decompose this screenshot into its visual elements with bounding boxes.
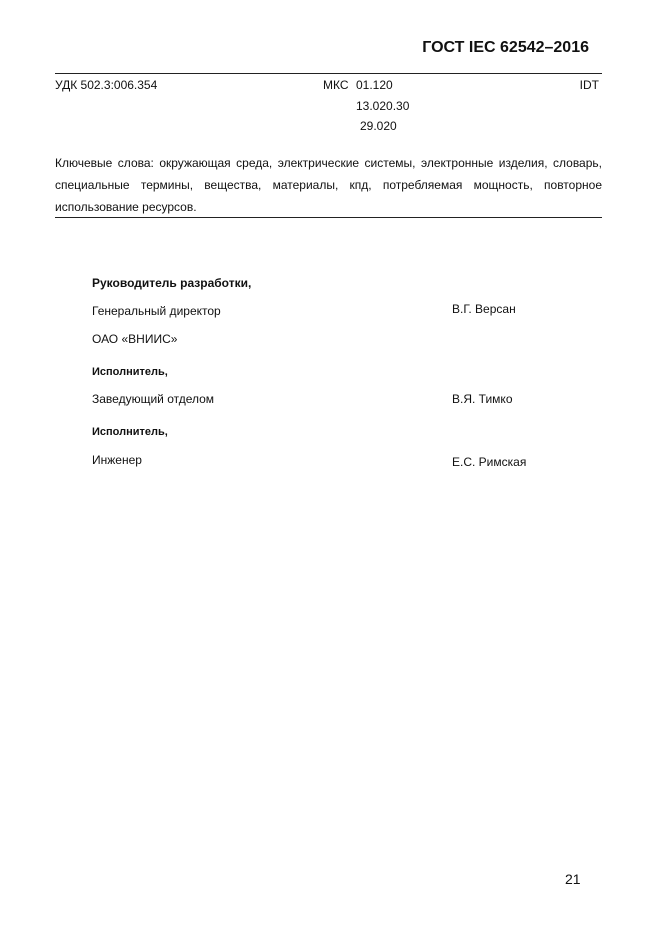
bottom-divider [55, 217, 602, 218]
idt-label: IDT [579, 78, 599, 92]
executor-2-name: Е.С. Римская [452, 455, 527, 469]
mks-code-2: 13.020.30 [356, 99, 410, 113]
lead-developer-name: В.Г. Версан [452, 302, 516, 316]
lead-developer-heading: Руководитель разработки, [92, 276, 252, 290]
document-title: ГОСТ IEC 62542–2016 [422, 39, 589, 56]
page-number: 21 [565, 871, 581, 887]
lead-developer-role: Генеральный директор [92, 304, 221, 318]
executor-2-role: Инженер [92, 453, 142, 467]
executor-2-heading: Исполнитель, [92, 426, 168, 438]
executor-1-heading: Исполнитель, [92, 366, 168, 378]
executor-1-name: В.Я. Тимко [452, 392, 513, 406]
top-divider [55, 73, 602, 74]
udk-code: УДК 502.3:006.354 [55, 78, 158, 92]
mks-code-3: 29.020 [360, 119, 397, 133]
lead-developer-organization: ОАО «ВНИИС» [92, 332, 178, 346]
mks-code-1: 01.120 [356, 78, 393, 92]
keywords-paragraph: Ключевые слова: окружающая среда, электрические системы, электронные изделия, словарь, специальные термины, вещества, материалы, кпд, потребляемая мощность, повторное использование ресурсов. [55, 156, 602, 214]
mks-label: МКС [323, 78, 349, 92]
executor-1-role: Заведующий отделом [92, 392, 215, 406]
